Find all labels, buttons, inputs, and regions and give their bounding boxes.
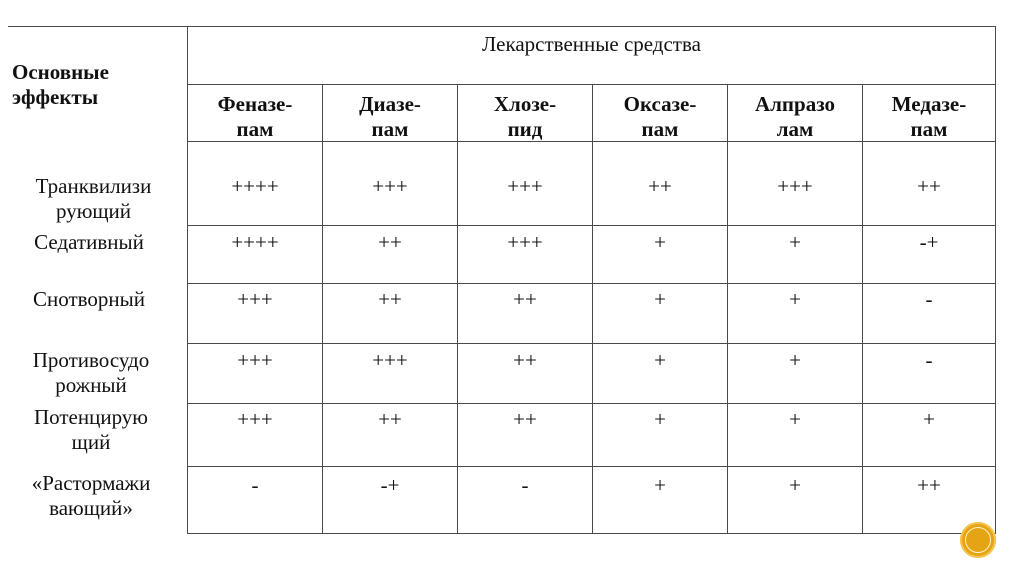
- row-header: Основные эффекты: [12, 60, 109, 109]
- drug-header-oxazepam: Оксазе- пам: [623, 92, 697, 141]
- value-cell: +: [789, 407, 801, 431]
- value-cell: ++: [513, 348, 537, 372]
- value-cell: +++: [237, 407, 273, 431]
- value-cell: ++: [513, 287, 537, 311]
- value-cell: -: [251, 473, 259, 497]
- drug-header-phenazepam: Феназе- пам: [217, 92, 293, 141]
- value-cell: +: [789, 230, 801, 254]
- value-cell: +: [923, 407, 935, 431]
- drug-header-chlozepid: Хлозе- пид: [493, 92, 557, 141]
- value-cell: ++: [378, 407, 402, 431]
- value-cell: +: [654, 407, 666, 431]
- value-cell: ++++: [231, 174, 279, 198]
- value-cell: +: [654, 230, 666, 254]
- effect-label: Потенцирую щий: [33, 405, 148, 454]
- value-cell: ++: [648, 174, 672, 198]
- value-cell: +: [789, 287, 801, 311]
- value-cell: +++: [237, 348, 273, 372]
- drug-header-diazepam: Диазе- пам: [359, 92, 421, 141]
- drug-header-alprazolam: Алпразо лам: [754, 92, 836, 141]
- value-cell: +: [789, 348, 801, 372]
- value-cell: +: [654, 348, 666, 372]
- value-cell: +: [789, 473, 801, 497]
- value-cell: -+: [919, 230, 939, 254]
- effect-label: Снотворный: [32, 287, 145, 311]
- value-cell: +: [654, 287, 666, 311]
- value-cell: -: [925, 348, 933, 372]
- value-cell: +++: [777, 174, 813, 198]
- value-cell: ++++: [231, 230, 279, 254]
- value-cell: +++: [507, 230, 543, 254]
- effect-label: Седативный: [34, 230, 144, 254]
- drug-header-medazepam: Медазе- пам: [891, 92, 967, 141]
- value-cell: ++: [378, 230, 402, 254]
- effect-label: Транквилизи рующий: [35, 174, 152, 223]
- effect-label: «Растормажи вающий»: [31, 471, 151, 520]
- value-cell: -: [925, 287, 933, 311]
- value-cell: +++: [372, 348, 408, 372]
- value-cell: ++: [378, 287, 402, 311]
- value-cell: +++: [237, 287, 273, 311]
- value-cell: +++: [372, 174, 408, 198]
- value-cell: ++: [513, 407, 537, 431]
- value-cell: ++: [917, 473, 941, 497]
- value-cell: -+: [380, 473, 400, 497]
- value-cell: +++: [507, 174, 543, 198]
- slide-badge-icon: [960, 522, 996, 558]
- value-cell: ++: [917, 174, 941, 198]
- value-cell: +: [654, 473, 666, 497]
- effect-label: Противосудо рожный: [32, 348, 150, 397]
- value-cell: -: [521, 473, 529, 497]
- group-header: Лекарственные средства: [482, 32, 701, 56]
